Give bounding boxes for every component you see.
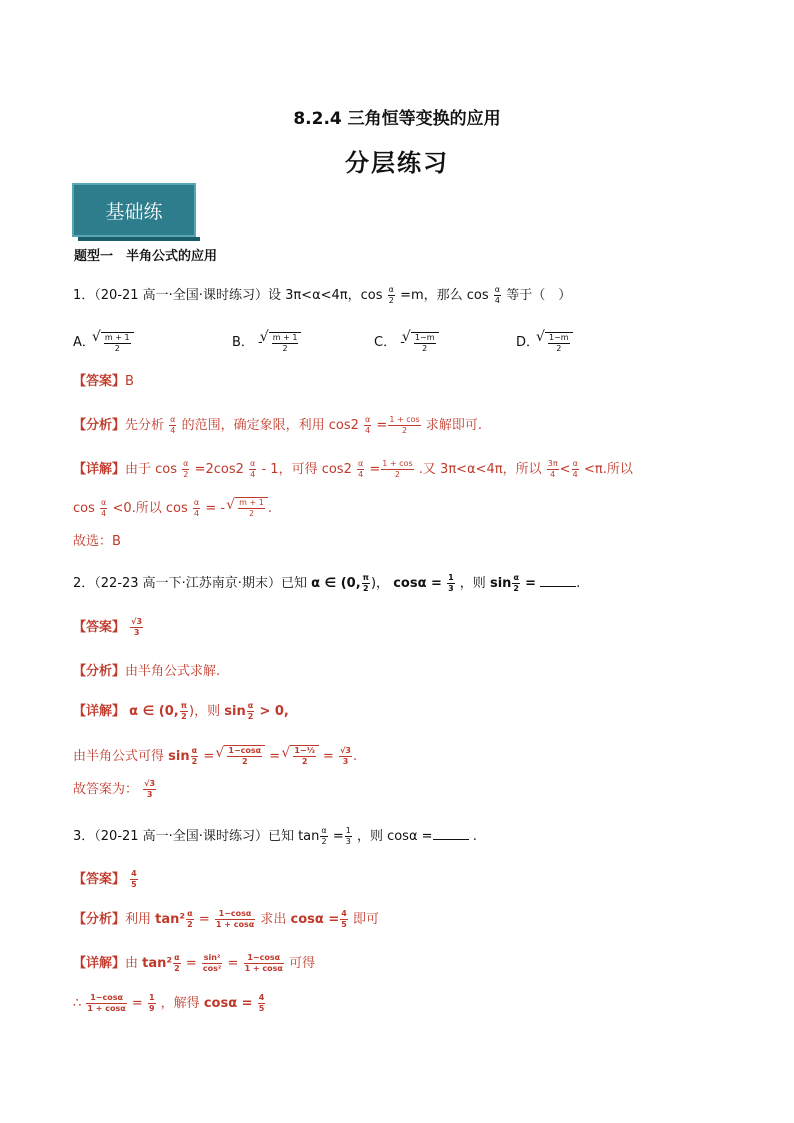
q2-answer: 【答案】 $\frac{√3}{3}$ [73,617,143,637]
q2-detail-2: 由半角公式可得 sin $\frac{\alpha}{2}$ = √ $\frac{1-\cos\alpha}{2}$ = √ $\frac{\text{1−⅓}}{2}$ = $\frac{√3}{3}$ . [73,745,357,768]
q1-detail: 【详解】由于 cos $\frac{\alpha}{2}$ =2cos2 $\frac{\alpha}{4}$ - 1，可得 cos2 $\frac{\alpha}{4}$ = $\frac{1 + \cos}{2}$ .又 3π<α<4π，所以 $\frac{3\pi}{4}$ < $\frac{\alpha}{4}$ <π.所以 [73,459,633,479]
q2-detail: 【详解】 α ∈ (0, $\frac{\pi}{2}$ )，则 sin $\frac{\alpha}{2}$ > 0, [73,701,289,721]
q3-analysis: 【分析】利用 tan² $\frac{\alpha}{2}$ = $\frac{1-\cos\alpha}{1 + \cos\alpha}$ 求出 cosα = $\frac{4}{5}$ 即可 [73,909,379,929]
q2-stem: 2．（22-23 高一下·江苏南京·期末）已知 α ∈ (0, $\frac{\pi}{2}$ )， cosα = $\frac{1}{3}$ ，则 sin $\frac{\alpha}{2}$ = . [73,573,581,593]
q1-option-a: A． √ $\frac{m + 1}{2}$ [73,331,134,354]
q1-answer: 【答案】B [73,374,134,389]
page-subtitle: 分层练习 [345,149,449,177]
level-box: 基础练 [72,183,196,237]
q1-option-b: B． - √ $\frac{m + 1}{2}$ [232,331,301,354]
page-title: 8.2.4 三角恒等变换的应用 [293,109,501,129]
q1-option-d: D． √ $\frac{1-m}{2}$ [516,331,573,354]
q1-stem: 1．（20-21 高一·全国·课时练习）设 3π<α<4π，cos $\frac{\alpha}{2}$ =m，那么 cos $\frac{\alpha}{4}$ 等于（ ） [73,285,572,305]
q3-stem: 3．（20-21 高一·全国·课时练习）已知 tan $\frac{\alpha}{2}$ = $\frac{1}{3}$ ，则 cosα = . [73,826,477,846]
q3-detail-2: ∴ $\frac{1-\cos\alpha}{1 + \cos\alpha}$ = $\frac{1}{9}$ ，解得 cosα = $\frac{4}{5}$ [73,993,265,1013]
q2-analysis: 【分析】由半角公式求解. [73,664,221,679]
q1-option-c: C． - √ $\frac{1-m}{2}$ [374,331,439,354]
q1-analysis: 【分析】先分析 $\frac{\alpha}{4}$ 的范围，确定象限，利用 cos2 $\frac{\alpha}{4}$ = $\frac{1 + \cos}{2}$ 求解即可. [73,415,482,435]
q3-detail: 【详解】由 tan² $\frac{\alpha}{2}$ = $\frac{\text{sin²}}{\text{cos²}}$ = $\frac{1-\cos\alpha}{1 + \cos\alpha}$ 可得 [73,953,316,973]
q3-answer: 【答案】 $\frac{4}{5}$ [73,869,137,889]
q1-detail-2: cos $\frac{\alpha}{4}$ <0.所以 cos $\frac{\alpha}{4}$ = - √ $\frac{m + 1}{2}$ . [73,497,272,520]
q1-choice: 故选：B [73,534,121,549]
section-title: 题型一 半角公式的应用 [74,249,218,264]
q2-final: 故答案为： $\frac{√3}{3}$ [73,779,156,799]
